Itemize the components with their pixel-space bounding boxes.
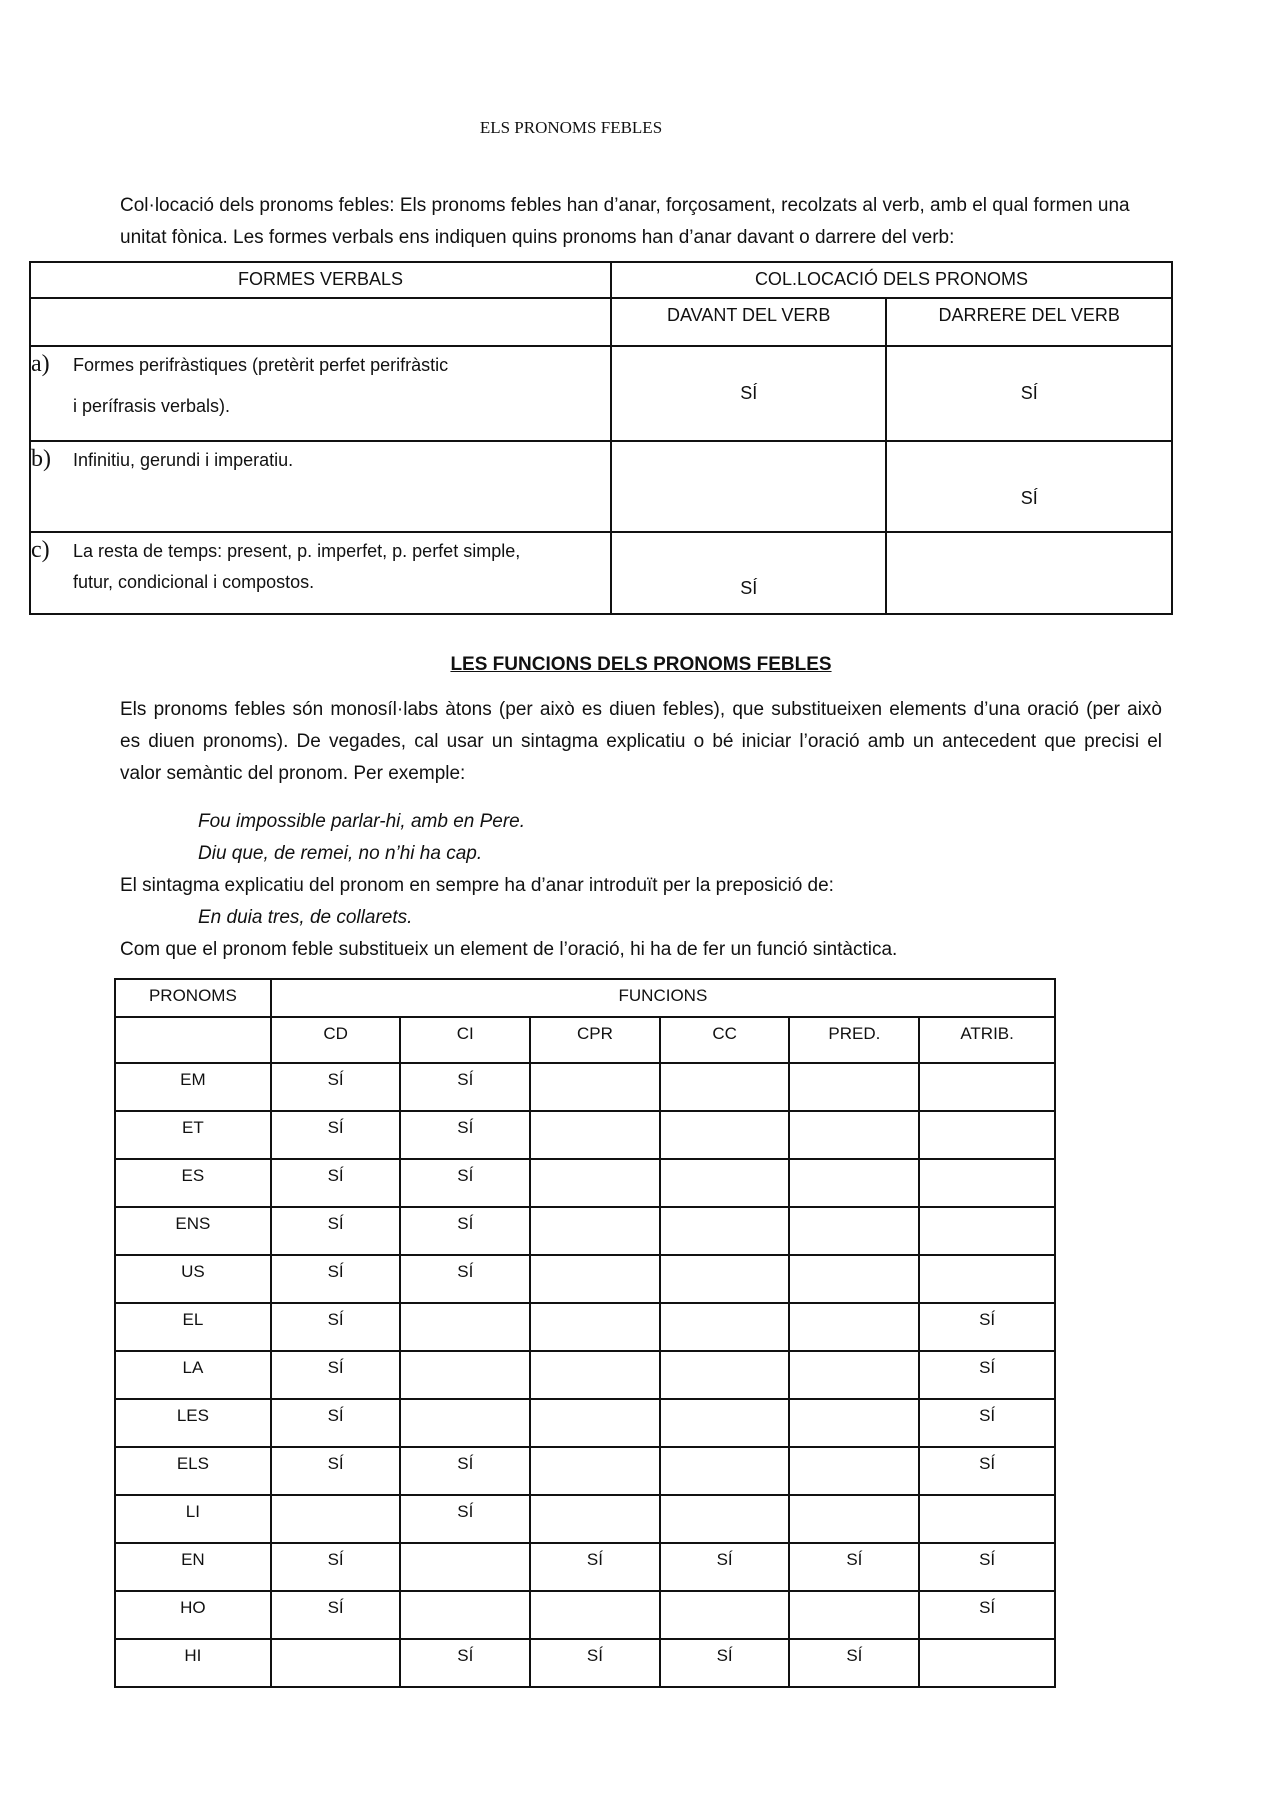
function-cell — [919, 1159, 1055, 1207]
function-cell — [271, 1495, 401, 1543]
example-sentence: Diu que, de remei, no n’hi ha cap. — [198, 843, 483, 864]
function-cell — [789, 1399, 919, 1447]
function-cell: SÍ — [271, 1303, 401, 1351]
after-cell: SÍ — [886, 346, 1172, 441]
function-cell — [530, 1495, 660, 1543]
function-cell: SÍ — [919, 1399, 1055, 1447]
function-cell: SÍ — [271, 1399, 401, 1447]
function-cell: SÍ — [789, 1543, 919, 1591]
function-cell — [660, 1495, 790, 1543]
pronoun-cell: HI — [115, 1639, 271, 1687]
header-before: DAVANT DEL VERB — [611, 298, 887, 346]
function-cell: SÍ — [919, 1351, 1055, 1399]
function-cell: SÍ — [271, 1447, 401, 1495]
function-cell — [530, 1255, 660, 1303]
table-row — [115, 1159, 1055, 1207]
function-cell: SÍ — [660, 1639, 790, 1687]
paragraph-line: valor semàntic del pronom. Per exemple: — [120, 763, 466, 784]
function-cell — [530, 1303, 660, 1351]
function-cell — [919, 1207, 1055, 1255]
function-cell — [271, 1639, 401, 1687]
header-placement: COL.LOCACIÓ DELS PRONOMS — [611, 262, 1172, 298]
function-cell — [919, 1639, 1055, 1687]
column-header: PRED. — [789, 1017, 919, 1063]
table-row — [115, 1255, 1055, 1303]
function-cell — [660, 1351, 790, 1399]
function-cell — [660, 1303, 790, 1351]
row-text: futur, condicional i compostos. — [73, 572, 315, 592]
function-cell — [530, 1447, 660, 1495]
function-cell: SÍ — [919, 1591, 1055, 1639]
function-cell: SÍ — [919, 1543, 1055, 1591]
column-header: CI — [400, 1017, 530, 1063]
pronoun-cell: LI — [115, 1495, 271, 1543]
function-cell — [400, 1351, 530, 1399]
column-header: ATRIB. — [919, 1017, 1055, 1063]
function-cell — [400, 1303, 530, 1351]
paragraph-line: El sintagma explicatiu del pronom en sempre ha d’anar introduït per la preposició de: — [120, 875, 834, 896]
header-forms: FORMES VERBALS — [30, 262, 611, 298]
header-functions: FUNCIONS — [271, 979, 1055, 1017]
pronoun-cell: ELS — [115, 1447, 271, 1495]
example-sentence: Fou impossible parlar-hi, amb en Pere. — [198, 811, 526, 832]
function-cell: SÍ — [271, 1351, 401, 1399]
function-cell — [660, 1063, 790, 1111]
page-title: ELS PRONOMS FEBLES — [479, 118, 663, 137]
function-cell — [789, 1591, 919, 1639]
function-cell — [530, 1063, 660, 1111]
paragraph-line: Com que el pronom feble substitueix un element de l’oració, hi ha de fer un funció sintàctica. — [120, 939, 898, 960]
function-cell: SÍ — [271, 1591, 401, 1639]
function-cell — [919, 1111, 1055, 1159]
function-cell: SÍ — [400, 1207, 530, 1255]
function-cell — [660, 1111, 790, 1159]
section-title: LES FUNCIONS DELS PRONOMS FEBLES — [450, 654, 832, 675]
function-cell — [660, 1447, 790, 1495]
function-cell — [789, 1255, 919, 1303]
placement-table — [29, 261, 1173, 615]
function-cell: SÍ — [400, 1447, 530, 1495]
function-cell — [400, 1591, 530, 1639]
row-text: i perífrasis verbals). — [73, 396, 231, 416]
function-cell: SÍ — [919, 1303, 1055, 1351]
after-cell: SÍ — [886, 441, 1172, 532]
function-cell — [919, 1495, 1055, 1543]
row-letter: c) — [31, 537, 50, 563]
before-cell: SÍ — [611, 532, 887, 614]
table-row — [115, 1495, 1055, 1543]
pronoun-cell: LA — [115, 1351, 271, 1399]
table-row — [115, 1303, 1055, 1351]
function-cell — [789, 1207, 919, 1255]
function-cell: SÍ — [789, 1639, 919, 1687]
function-cell: SÍ — [400, 1159, 530, 1207]
function-cell — [530, 1399, 660, 1447]
function-cell — [400, 1399, 530, 1447]
row-text: Infinitiu, gerundi i imperatiu. — [73, 450, 294, 470]
function-cell: SÍ — [919, 1447, 1055, 1495]
function-cell: SÍ — [271, 1543, 401, 1591]
function-cell — [789, 1351, 919, 1399]
row-text: La resta de temps: present, p. imperfet, p. perfet simple, — [73, 541, 521, 561]
pronoun-cell: ENS — [115, 1207, 271, 1255]
pronoun-cell: HO — [115, 1591, 271, 1639]
pronoun-cell: EN — [115, 1543, 271, 1591]
function-cell: SÍ — [400, 1111, 530, 1159]
function-cell — [660, 1159, 790, 1207]
function-cell — [919, 1255, 1055, 1303]
table-row — [115, 1351, 1055, 1399]
form-row-c — [30, 532, 611, 614]
function-cell — [530, 1159, 660, 1207]
paragraph-line: es diuen pronoms). De vegades, cal usar un sintagma explicatiu o bé iniciar l’oració amb un antecedent que precisi el — [120, 731, 1162, 752]
function-cell — [660, 1591, 790, 1639]
form-row-a — [30, 346, 611, 441]
row-letter: a) — [31, 351, 50, 377]
function-cell: SÍ — [660, 1543, 790, 1591]
column-header: CPR — [530, 1017, 660, 1063]
function-cell: SÍ — [400, 1255, 530, 1303]
function-cell — [789, 1495, 919, 1543]
table-row — [115, 1111, 1055, 1159]
form-row-b — [30, 441, 611, 532]
pronoun-cell: ET — [115, 1111, 271, 1159]
header-pronouns: PRONOMS — [115, 979, 271, 1017]
header-empty-cell — [30, 298, 611, 346]
after-cell — [886, 532, 1172, 614]
function-cell — [789, 1303, 919, 1351]
before-cell: SÍ — [611, 346, 887, 441]
intro-line: unitat fònica. Les formes verbals ens indiquen quins pronoms han d’anar davant o darrere del verb: — [120, 227, 955, 248]
function-cell — [530, 1591, 660, 1639]
pronoun-cell: LES — [115, 1399, 271, 1447]
function-cell: SÍ — [271, 1207, 401, 1255]
function-cell: SÍ — [271, 1111, 401, 1159]
function-cell — [660, 1399, 790, 1447]
function-cell — [530, 1111, 660, 1159]
pronoun-cell: EL — [115, 1303, 271, 1351]
pronoun-cell: US — [115, 1255, 271, 1303]
header-empty-cell — [115, 1017, 271, 1063]
paragraph-line: Els pronoms febles són monosíl·labs àtons (per això es diuen febles), que substitueixen elements d’una oració (per això — [120, 699, 1162, 720]
table-row — [115, 1543, 1055, 1591]
row-text: Formes perifràstiques (pretèrit perfet perifràstic — [73, 355, 449, 375]
pronoun-cell: EM — [115, 1063, 271, 1111]
function-cell — [530, 1207, 660, 1255]
column-header: CD — [271, 1017, 401, 1063]
function-cell: SÍ — [530, 1543, 660, 1591]
function-cell: SÍ — [530, 1639, 660, 1687]
row-letter: b) — [31, 446, 51, 472]
table-row — [115, 1207, 1055, 1255]
function-cell: SÍ — [271, 1255, 401, 1303]
function-cell — [919, 1063, 1055, 1111]
function-cell — [530, 1351, 660, 1399]
table-row — [115, 1591, 1055, 1639]
table-row — [115, 1399, 1055, 1447]
pronoun-cell: ES — [115, 1159, 271, 1207]
function-cell — [660, 1207, 790, 1255]
intro-paragraph — [120, 190, 1162, 254]
function-cell — [789, 1063, 919, 1111]
function-cell — [400, 1543, 530, 1591]
table-row — [115, 1447, 1055, 1495]
function-cell — [789, 1447, 919, 1495]
function-cell — [660, 1255, 790, 1303]
intro-line: Col·locació dels pronoms febles: Els pronoms febles han d’anar, forçosament, recolzats al verb, amb el qual formen una — [120, 195, 1130, 216]
table-row — [115, 1639, 1055, 1687]
example-sentence: En duia tres, de collarets. — [198, 907, 413, 928]
functions-table — [114, 978, 1056, 1688]
before-cell — [611, 441, 887, 532]
function-cell — [789, 1111, 919, 1159]
column-header: CC — [660, 1017, 790, 1063]
function-cell: SÍ — [271, 1063, 401, 1111]
function-cell: SÍ — [400, 1495, 530, 1543]
header-after: DARRERE DEL VERB — [886, 298, 1172, 346]
function-cell — [789, 1159, 919, 1207]
functions-paragraph — [120, 694, 1162, 758]
function-cell: SÍ — [271, 1159, 401, 1207]
table-row — [115, 1063, 1055, 1111]
function-cell: SÍ — [400, 1639, 530, 1687]
function-cell: SÍ — [400, 1063, 530, 1111]
